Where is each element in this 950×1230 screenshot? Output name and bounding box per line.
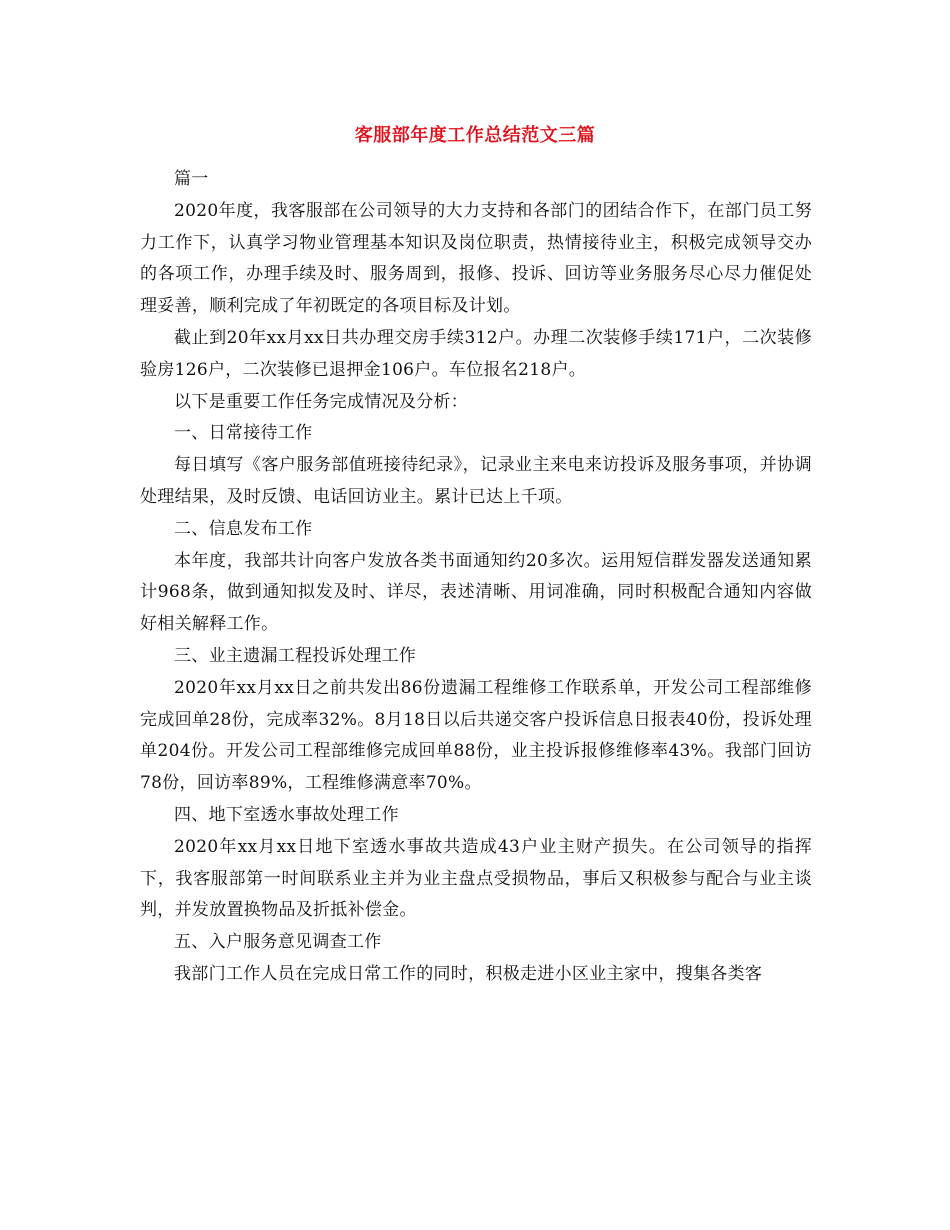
document-title: 客服部年度工作总结范文三篇 [354, 125, 596, 146]
heading-basement-leak: 四、地下室透水事故处理工作 [174, 804, 399, 825]
document-body [140, 164, 812, 991]
statistics-paragraph: 截止到20年xx月xx日共办理交房手续312户。办理二次装修手续171户，二次装修验房126户，二次装修已退押金106户。车位报名218户。 [140, 327, 812, 380]
paragraph-complaint-handling: 2020年xx月xx日之前共发出86份遗漏工程维修工作联系单，开发公司工程部维修完成回单28份，完成率32%。8月18日以后共递交客户投诉信息日报表40份，投诉处理单204份。开发公司工程部维修完成回单88份，业主投诉报修维修率43%。我部门回访78份，回访率89%，工程维修满意率70%。 [140, 677, 812, 794]
paragraph-information-release: 本年度，我部共计向客户发放各类书面通知约20多次。运用短信群发器发送通知累计968条，做到通知拟发及时、详尽，表述清晰、用词准确，同时积极配合通知内容做好相关解释工作。 [140, 550, 812, 635]
paragraph-home-survey: 我部门工作人员在完成日常工作的同时，积极走进小区业主家中，搜集各类客 [174, 963, 763, 984]
section-label: 篇一 [174, 169, 209, 189]
intro-paragraph: 2020年度，我客服部在公司领导的大力支持和各部门的团结合作下，在部门员工努力工作下，认真学习物业管理基本知识及岗位职责，热情接待业主，积极完成领导交办的各项工作，办理手续及时、服务周到，报修、投诉、回访等业务服务尽心尽力催促处理妥善，顺利完成了年初既定的各项目标及计划。 [140, 200, 812, 317]
heading-complaint-handling: 三、业主遗漏工程投诉处理工作 [174, 645, 417, 666]
heading-information-release: 二、信息发布工作 [174, 518, 313, 539]
paragraph-basement-leak: 2020年xx月xx日地下室透水事故共造成43户业主财产损失。在公司领导的指挥下，我客服部第一时间联系业主并为业主盘点受损物品，事后又积极参与配合与业主谈判，并发放置换物品及折抵补偿金。 [140, 836, 812, 921]
heading-home-survey: 五、入户服务意见调查工作 [174, 932, 382, 953]
paragraph-daily-reception: 每日填写《客户服务部值班接待纪录》，记录业主来电来访投诉及服务事项，并协调处理结果，及时反馈、电话回访业主。累计已达上千项。 [140, 455, 812, 507]
heading-daily-reception: 一、日常接待工作 [174, 423, 313, 444]
summary-lead: 以下是重要工作任务完成情况及分析： [174, 391, 469, 412]
